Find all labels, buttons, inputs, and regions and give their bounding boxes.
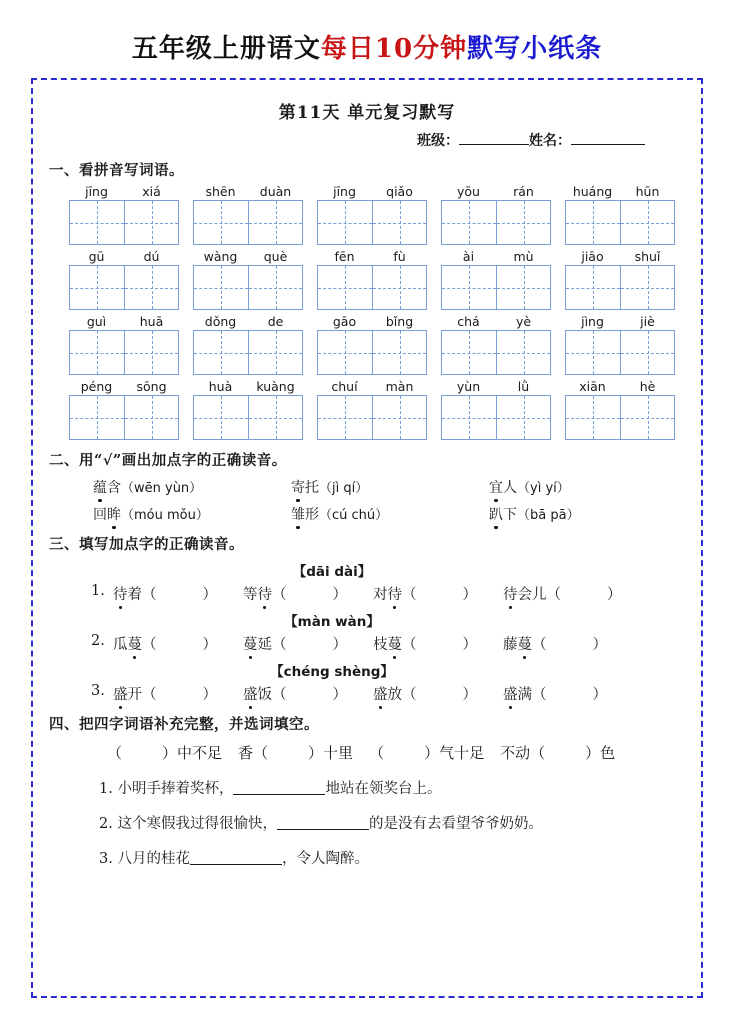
pinyin-grid-item — [193, 379, 303, 440]
pinyin-second: de — [267, 314, 284, 329]
title-part-dictation: 默写小纸条 — [467, 34, 603, 64]
idiom-before: （ — [107, 744, 123, 762]
pinyin-pair — [565, 184, 675, 200]
tianzige-cell[interactable] — [124, 331, 178, 374]
reading-options[interactable]: （móu mǒu） — [121, 508, 209, 523]
pinyin-pair — [69, 249, 179, 265]
reading-options[interactable]: （yì yí） — [517, 481, 570, 496]
tianzige-box[interactable] — [69, 200, 179, 245]
dotted-character: 蔓 — [243, 633, 258, 654]
tianzige-box[interactable] — [69, 330, 179, 375]
pinyin-second: hè — [639, 379, 656, 394]
pinyin-pair — [565, 314, 675, 330]
tianzige-box[interactable] — [441, 330, 551, 375]
word-prefix: 枝 — [373, 637, 388, 653]
reading-fill-item[interactable]: 瓜蔓（ ） — [113, 633, 243, 654]
section-4-heading: 四、把四字词语补充完整，并选词填空。 — [49, 716, 319, 733]
dotted-character: 待 — [388, 583, 403, 604]
reading-fill-item[interactable]: 盛开（ ） — [113, 683, 243, 704]
tianzige-cell[interactable] — [248, 331, 302, 374]
tianzige-box[interactable] — [317, 265, 427, 310]
pinyin-pair — [193, 379, 303, 395]
word-prefix: 等 — [243, 587, 258, 603]
dotted-character: 雏 — [291, 504, 305, 524]
tianzige-cell[interactable] — [318, 201, 372, 244]
pinyin-grid-item — [317, 314, 427, 375]
dotted-character: 盛 — [503, 683, 518, 704]
tianzige-cell[interactable] — [442, 266, 496, 309]
pinyin-second: mù — [513, 249, 534, 264]
tianzige-cell[interactable] — [496, 396, 550, 439]
pinyin-pair — [441, 184, 551, 200]
pinyin-second: bǐng — [385, 314, 414, 329]
tianzige-box[interactable] — [565, 265, 675, 310]
pinyin-grid-item — [193, 184, 303, 245]
pinyin-grid-item — [317, 249, 427, 310]
reading-choice-item[interactable] — [291, 477, 489, 497]
pinyin-first: gāo — [332, 314, 357, 329]
pinyin-first: xiān — [579, 379, 606, 394]
pinyin-pair — [193, 184, 303, 200]
tianzige-cell[interactable] — [124, 266, 178, 309]
page-title — [0, 0, 734, 71]
fill-sentence — [47, 777, 687, 798]
tianzige-cell[interactable] — [194, 396, 248, 439]
dotted-character: 寄 — [291, 477, 305, 497]
tianzige-box[interactable] — [565, 330, 675, 375]
pinyin-pair — [317, 249, 427, 265]
student-id-line — [47, 130, 687, 150]
tianzige-cell[interactable] — [318, 331, 372, 374]
pinyin-second: jiè — [640, 314, 655, 329]
pinyin-grid-item — [69, 379, 179, 440]
reading-options[interactable]: （jì qí） — [319, 481, 369, 496]
sentence-before: 八月的桂花 — [117, 851, 190, 867]
sentence-number: 1. — [99, 781, 113, 797]
word-suffix: 会儿 — [517, 587, 547, 603]
pinyin-first: jīng — [85, 184, 108, 199]
tianzige-box[interactable] — [565, 395, 675, 440]
idiom-after: ）中不足 — [162, 744, 223, 762]
idiom-before: 香（ — [238, 744, 269, 762]
dotted-character: 蔓 — [128, 633, 143, 654]
section-1-heading: 一、看拼音写词语。 — [49, 162, 184, 179]
reading-fill-item[interactable]: 蔓延（ ） — [243, 633, 373, 654]
pinyin-second: hūn — [635, 184, 660, 199]
pinyin-pair — [69, 379, 179, 395]
reading-fill-item[interactable]: 盛满（ ） — [503, 683, 653, 704]
tianzige-box[interactable] — [193, 200, 303, 245]
reading-fill-row — [47, 683, 687, 704]
idiom-row — [47, 742, 687, 763]
pinyin-pair — [69, 184, 179, 200]
pinyin-pair — [441, 379, 551, 395]
title-part-grade: 五年级上册语文 — [131, 34, 321, 64]
reading-fill-row — [47, 583, 687, 604]
tianzige-cell[interactable] — [124, 396, 178, 439]
pinyin-grid-item — [441, 249, 551, 310]
tianzige-cell[interactable] — [496, 266, 550, 309]
pinyin-grid-item — [441, 379, 551, 440]
idiom-item[interactable] — [369, 742, 484, 763]
sentence-before: 这个寒假我过得很愉快， — [117, 816, 277, 832]
dotted-character: 蔓 — [518, 633, 533, 654]
pinyin-second: màn — [385, 379, 414, 394]
idiom-before: （ — [369, 744, 385, 762]
word-prefix: 回 — [93, 507, 107, 523]
pinyin-first: yōu — [457, 184, 480, 199]
reading-fill-item[interactable]: 枝蔓（ ） — [373, 633, 503, 654]
reading-fill-item[interactable]: 待会儿（ ） — [503, 583, 653, 604]
word-suffix: 含 — [107, 480, 121, 496]
pinyin-grid-item — [565, 184, 675, 245]
pinyin-grid-item — [565, 314, 675, 375]
pinyin-grid-item — [193, 314, 303, 375]
idiom-after: ）十里 — [308, 744, 354, 762]
class-label: 班级： — [417, 133, 459, 149]
tianzige-cell[interactable] — [194, 201, 248, 244]
pinyin-grid-item — [565, 249, 675, 310]
dotted-character: 宜 — [489, 477, 503, 497]
reading-fill-item[interactable]: 对待（ ） — [373, 583, 503, 604]
reading-choice-row — [47, 504, 687, 524]
pinyin-second: duàn — [259, 184, 292, 199]
tianzige-cell[interactable] — [442, 331, 496, 374]
pinyin-first: jìng — [581, 314, 604, 329]
pinyin-grid-item — [441, 184, 551, 245]
title-part-daily: 每日10分钟 — [320, 34, 468, 64]
tianzige-cell[interactable] — [194, 266, 248, 309]
tianzige-cell[interactable] — [248, 396, 302, 439]
tianzige-cell[interactable] — [194, 331, 248, 374]
dotted-character: 盛 — [373, 683, 388, 704]
pinyin-grid-item — [69, 184, 179, 245]
idiom-item[interactable] — [500, 742, 615, 763]
tianzige-cell[interactable] — [566, 331, 620, 374]
tianzige-box[interactable] — [69, 395, 179, 440]
pinyin-first: guì — [86, 314, 107, 329]
class-blank[interactable] — [459, 131, 529, 145]
pinyin-pair — [441, 249, 551, 265]
reading-fill-item[interactable]: 待着（ ） — [113, 583, 243, 604]
sentence-blank[interactable] — [190, 851, 282, 865]
pinyin-bracket: 【chéng shèng】 — [270, 664, 394, 680]
pinyin-bracket: 【màn wàn】 — [284, 614, 380, 630]
pinyin-grid-item — [317, 184, 427, 245]
reading-fill-item[interactable]: 藤蔓（ ） — [503, 633, 653, 654]
worksheet-frame — [31, 78, 703, 998]
dotted-character: 盛 — [113, 683, 128, 704]
pinyin-first: huáng — [572, 184, 613, 199]
pinyin-second: rán — [513, 184, 534, 199]
reading-options[interactable]: （bā pā） — [517, 508, 580, 523]
tianzige-cell[interactable] — [620, 396, 674, 439]
sentence-after: 地站在领奖台上。 — [325, 781, 442, 797]
tianzige-cell[interactable] — [372, 201, 426, 244]
tianzige-cell[interactable] — [620, 331, 674, 374]
tianzige-cell[interactable] — [566, 266, 620, 309]
pinyin-second: xiá — [142, 184, 161, 199]
tianzige-cell[interactable] — [318, 396, 372, 439]
pinyin-first: yùn — [456, 379, 481, 394]
pinyin-first: chuí — [331, 379, 358, 394]
tianzige-box[interactable] — [441, 200, 551, 245]
tianzige-cell[interactable] — [70, 396, 124, 439]
dotted-character: 待 — [113, 583, 128, 604]
word-suffix: 延 — [257, 637, 272, 653]
pinyin-second: kuàng — [256, 379, 295, 394]
tianzige-cell[interactable] — [124, 201, 178, 244]
word-suffix: 托 — [305, 480, 319, 496]
tianzige-cell[interactable] — [248, 201, 302, 244]
dotted-character: 蔓 — [388, 633, 403, 654]
pinyin-first: péng — [80, 379, 113, 394]
pinyin-pair — [565, 249, 675, 265]
pinyin-second: shuǐ — [634, 249, 661, 264]
pinyin-pair — [69, 314, 179, 330]
reading-options[interactable]: （wēn yùn） — [121, 481, 203, 496]
dotted-character: 蕴 — [93, 477, 107, 497]
pinyin-first: jīng — [333, 184, 356, 199]
tianzige-box[interactable] — [441, 265, 551, 310]
pinyin-first: fēn — [334, 249, 355, 264]
word-suffix: 放 — [387, 687, 402, 703]
tianzige-box[interactable] — [565, 200, 675, 245]
reading-choice-item[interactable] — [93, 504, 291, 524]
word-suffix: 开 — [127, 687, 142, 703]
word-prefix: 对 — [373, 587, 388, 603]
tianzige-cell[interactable] — [620, 266, 674, 309]
pinyin-grid-item — [317, 379, 427, 440]
pinyin-pair — [441, 314, 551, 330]
pinyin-second: yè — [515, 314, 532, 329]
tianzige-cell[interactable] — [372, 331, 426, 374]
fill-sentence — [47, 812, 687, 833]
item-number: 2. — [91, 633, 105, 649]
sentence-before: 小明手捧着奖杯， — [117, 781, 234, 797]
pinyin-grid-item — [69, 314, 179, 375]
pinyin-first: jiāo — [581, 249, 604, 264]
word-suffix: 着 — [127, 587, 142, 603]
sentence-number: 2. — [99, 816, 113, 832]
item-number: 3. — [91, 683, 105, 699]
tianzige-box[interactable] — [317, 330, 427, 375]
tianzige-cell[interactable] — [372, 266, 426, 309]
idiom-item[interactable] — [107, 742, 222, 763]
pinyin-grid-item — [441, 314, 551, 375]
reading-choice-item[interactable] — [93, 477, 291, 497]
pinyin-bracket: 【dāi dài】 — [292, 564, 372, 580]
tianzige-box[interactable] — [441, 395, 551, 440]
pinyin-second: dú — [143, 249, 160, 264]
fill-sentence — [47, 847, 687, 868]
reading-fill-item[interactable]: 等待（ ） — [243, 583, 373, 604]
idiom-after: ）色 — [585, 744, 616, 762]
tianzige-cell[interactable] — [496, 331, 550, 374]
tianzige-cell[interactable] — [620, 201, 674, 244]
tianzige-cell[interactable] — [566, 201, 620, 244]
reading-fill-row — [47, 633, 687, 654]
tianzige-box[interactable] — [193, 395, 303, 440]
pinyin-first: gū — [88, 249, 105, 264]
tianzige-box[interactable] — [193, 265, 303, 310]
reading-fill-item[interactable]: 盛饭（ ） — [243, 683, 373, 704]
pinyin-grid-row — [47, 184, 687, 245]
tianzige-cell[interactable] — [70, 331, 124, 374]
reading-choice-item[interactable] — [489, 504, 687, 524]
tianzige-box[interactable] — [317, 200, 427, 245]
pinyin-grid-row — [47, 379, 687, 440]
pinyin-pair — [193, 314, 303, 330]
tianzige-cell[interactable] — [442, 396, 496, 439]
dotted-character: 趴 — [489, 504, 503, 524]
pinyin-second: huā — [139, 314, 164, 329]
day-title: 第11天 单元复习默写 — [278, 103, 456, 123]
name-label: 姓名： — [529, 133, 571, 149]
pinyin-first: shēn — [205, 184, 236, 199]
sentence-blank[interactable] — [233, 781, 325, 795]
dotted-character: 待 — [503, 583, 518, 604]
sentence-after: ，令人陶醉。 — [281, 851, 369, 867]
pinyin-first: wàng — [203, 249, 238, 264]
pinyin-first: chá — [457, 314, 480, 329]
reading-options[interactable]: （cú chú） — [319, 508, 389, 523]
tianzige-box[interactable] — [69, 265, 179, 310]
tianzige-cell[interactable] — [70, 266, 124, 309]
pinyin-first: dǒng — [204, 314, 237, 329]
sentence-number: 3. — [99, 851, 113, 867]
pinyin-second: sōng — [136, 379, 167, 394]
reading-choice-item[interactable] — [291, 504, 489, 524]
name-blank[interactable] — [571, 131, 645, 145]
pinyin-pair — [317, 184, 427, 200]
word-suffix: 饭 — [257, 687, 272, 703]
idiom-before: 不动（ — [500, 744, 546, 762]
tianzige-cell[interactable] — [318, 266, 372, 309]
pinyin-grid-item — [193, 249, 303, 310]
pinyin-pair — [565, 379, 675, 395]
reading-fill-item[interactable]: 盛放（ ） — [373, 683, 503, 704]
pinyin-grid-item — [69, 249, 179, 310]
tianzige-cell[interactable] — [566, 396, 620, 439]
pinyin-grid-item — [565, 379, 675, 440]
word-suffix: 满 — [517, 687, 532, 703]
idiom-item[interactable] — [238, 742, 353, 763]
reading-choice-row — [47, 477, 687, 497]
section-3-heading: 三、填写加点字的正确读音。 — [49, 536, 244, 553]
word-suffix: 下 — [503, 507, 517, 523]
word-suffix: 人 — [503, 480, 517, 496]
tianzige-cell[interactable] — [248, 266, 302, 309]
dotted-character: 眸 — [107, 504, 121, 524]
tianzige-cell[interactable] — [70, 201, 124, 244]
pinyin-pair — [193, 249, 303, 265]
word-prefix: 瓜 — [113, 637, 128, 653]
pinyin-grid-row — [47, 314, 687, 375]
pinyin-second: lǜ — [517, 379, 530, 394]
item-number: 1. — [91, 583, 105, 599]
dotted-character: 盛 — [243, 683, 258, 704]
idiom-after: ）气十足 — [424, 744, 485, 762]
tianzige-cell[interactable] — [496, 201, 550, 244]
pinyin-first: huà — [208, 379, 233, 394]
sentence-after: 的是没有去看望爷爷奶奶。 — [368, 816, 543, 832]
pinyin-grid-row — [47, 249, 687, 310]
word-prefix: 藤 — [503, 637, 518, 653]
tianzige-box[interactable] — [317, 395, 427, 440]
pinyin-second: què — [263, 249, 288, 264]
pinyin-first: ài — [462, 249, 475, 264]
tianzige-cell[interactable] — [372, 396, 426, 439]
dotted-character: 待 — [258, 583, 273, 604]
reading-choice-item[interactable] — [489, 477, 687, 497]
pinyin-second: fù — [393, 249, 406, 264]
section-2-heading: 二、用“√”画出加点字的正确读音。 — [49, 452, 287, 469]
word-suffix: 形 — [305, 507, 319, 523]
pinyin-pair — [317, 379, 427, 395]
sentence-blank[interactable] — [277, 816, 369, 830]
tianzige-cell[interactable] — [442, 201, 496, 244]
tianzige-box[interactable] — [193, 330, 303, 375]
pinyin-pair — [317, 314, 427, 330]
pinyin-second: qiǎo — [386, 184, 413, 199]
